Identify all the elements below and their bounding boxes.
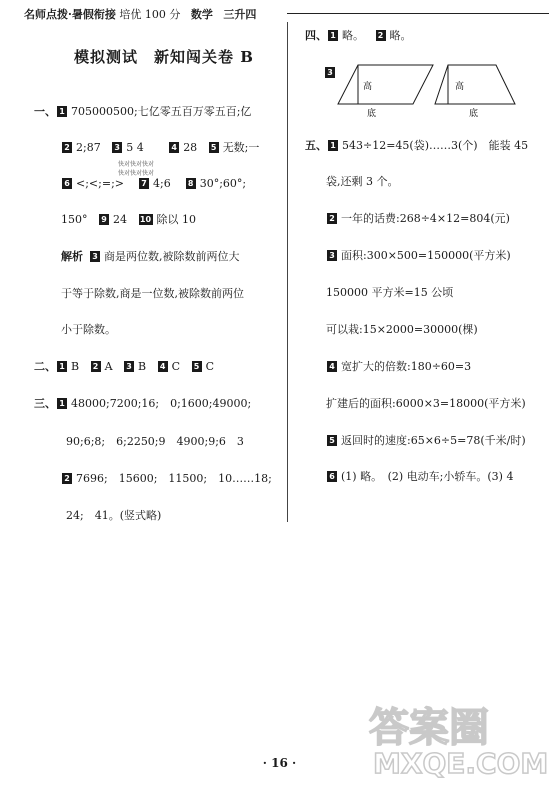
num-badge: 6 xyxy=(327,471,337,482)
s5-label: 五、 xyxy=(305,139,327,152)
s5-line-9 xyxy=(326,434,526,448)
answer-text: 面积:300×500=150000(平方米) xyxy=(341,249,511,262)
num-badge: 1 xyxy=(328,30,338,41)
answer-text: 无数;一 xyxy=(222,141,260,154)
base-label: 底 xyxy=(469,109,479,119)
answer-text: 2;87 xyxy=(76,141,101,154)
answer-text: 5 4 xyxy=(126,141,144,154)
s4-line xyxy=(305,29,412,43)
num-badge: 7 xyxy=(139,178,149,189)
geometry-figures xyxy=(330,60,530,120)
s3-label: 三、 xyxy=(34,397,56,410)
num-badge: 10 xyxy=(139,215,152,224)
answer-text: B xyxy=(138,360,147,373)
answer-text: 除以 10 xyxy=(156,213,196,226)
header-rule xyxy=(287,13,549,14)
s4-label: 四、 xyxy=(305,29,327,42)
header-subject: 数学 xyxy=(190,8,213,21)
num-badge: 1 xyxy=(57,361,67,372)
num-badge: 5 xyxy=(327,435,337,446)
stamp-line: 快对快对快对 xyxy=(118,170,155,177)
running-header xyxy=(24,6,256,22)
num-badge: 3 xyxy=(327,250,337,261)
num-badge: 2 xyxy=(327,213,337,224)
answer-text: 袋,还剩 3 个。 xyxy=(326,175,399,188)
num-badge: 2 xyxy=(91,361,101,372)
num-badge: 9 xyxy=(99,214,109,225)
num-badge: 3 xyxy=(90,251,100,262)
height-label: 高 xyxy=(363,82,373,92)
s1-line-4 xyxy=(61,213,196,227)
stamp-image xyxy=(110,118,190,180)
s2-label: 二、 xyxy=(34,360,56,373)
num-badge: 3 xyxy=(112,142,122,153)
num-badge: 8 xyxy=(186,178,196,189)
num-badge: 2 xyxy=(62,473,72,484)
num-badge: 3 xyxy=(124,361,134,372)
answer-text: 24; 41。(竖式略) xyxy=(66,509,162,522)
answer-text: 28 xyxy=(183,141,198,154)
num-badge: 2 xyxy=(376,30,386,41)
answer-text: 24 xyxy=(113,213,127,226)
analysis-text: 小于除数。 xyxy=(61,323,116,336)
s2-line xyxy=(34,360,214,374)
num-badge: 4 xyxy=(169,142,179,153)
s5-line-4 xyxy=(326,249,511,263)
num-badge: 5 xyxy=(192,361,202,372)
answer-text: 可以栽:15×2000=30000(棵) xyxy=(326,323,478,336)
num-badge: 1 xyxy=(328,140,338,151)
s1-line-1 xyxy=(34,105,251,119)
num-badge: 1 xyxy=(57,398,67,409)
header-grade: 三升四 xyxy=(223,8,257,21)
answer-text: 705000500;七亿零五百万零五百;亿 xyxy=(71,105,252,118)
s3-line-3 xyxy=(61,472,272,486)
answer-text: C xyxy=(171,360,181,373)
answer-text: 48000;7200;16; 0;1600;49000; xyxy=(71,397,252,410)
header-sub: 培优 100 分 xyxy=(119,8,181,21)
answer-text: <;<;=;> xyxy=(76,177,124,190)
num-badge: 2 xyxy=(62,142,72,153)
svg-text:答案圈: 答案圈 xyxy=(369,705,489,751)
answer-text: 略。 xyxy=(389,29,412,42)
answer-text: A xyxy=(104,360,113,373)
num-badge: 3 xyxy=(325,67,335,78)
num-badge: 6 xyxy=(62,178,72,189)
num-badge: 5 xyxy=(209,142,219,153)
answer-text: 90;6;8; 6;2250;9 4900;9;6 3 xyxy=(66,435,244,448)
svg-text:MXQE.COM: MXQE.COM xyxy=(373,747,549,779)
page-number: · 16 · xyxy=(262,756,297,770)
num-badge: 4 xyxy=(327,361,337,372)
analysis-text: 商是两位数,被除数前两位大 xyxy=(104,250,240,263)
analysis-label: 解析 xyxy=(61,250,83,263)
analysis-text: 于等于除数,商是一位数,被除数前两位 xyxy=(61,287,244,300)
answer-text: 返回时的速度:65×6÷5=78(千米/时) xyxy=(341,434,526,447)
jiexi-line-1 xyxy=(61,250,240,264)
s5-line-1 xyxy=(305,139,528,153)
s1-label: 一、 xyxy=(34,105,56,118)
answer-text: B xyxy=(71,360,80,373)
answer-text: 4;6 xyxy=(153,177,171,190)
stamp-line: 快对快对快对 xyxy=(118,161,155,168)
trapezoid-figure xyxy=(435,65,515,119)
answer-text: 150000 平方米=15 公顷 xyxy=(326,286,454,299)
page-title: 模拟测试 新知闯关卷 B xyxy=(74,48,254,66)
answer-text: C xyxy=(205,360,214,373)
answer-text: 扩建后的面积:6000×3=18000(平方米) xyxy=(326,397,526,410)
base-label: 底 xyxy=(367,109,377,119)
num-badge: 4 xyxy=(158,361,168,372)
answer-text: 一年的话费:268÷4×12=804(元) xyxy=(341,212,510,225)
s3-line-1 xyxy=(34,397,251,411)
answer-text: 150° xyxy=(61,213,88,226)
s5-line-10 xyxy=(326,470,513,484)
answer-text: 宽扩大的倍数:180÷60=3 xyxy=(341,360,472,373)
answer-text: 略。 xyxy=(342,29,364,42)
answer-text: 543÷12=45(袋)……3(个) 能装 45 xyxy=(342,139,529,152)
header-brand: 名师点拨·暑假衔接 xyxy=(24,8,116,21)
s1-line-3 xyxy=(61,177,246,191)
answer-text: 7696; 15600; 11500; 10……18; xyxy=(76,472,272,485)
s5-line-7 xyxy=(326,360,471,374)
s5-line-3 xyxy=(326,212,510,226)
answer-text: 30°;60°; xyxy=(199,177,247,190)
height-label: 高 xyxy=(455,82,465,92)
num-badge: 1 xyxy=(57,106,67,117)
parallelogram-figure xyxy=(338,65,433,119)
column-divider xyxy=(287,22,288,522)
answer-text: (1) 略。 (2) 电动车;小轿车。(3) 4 xyxy=(341,470,514,483)
